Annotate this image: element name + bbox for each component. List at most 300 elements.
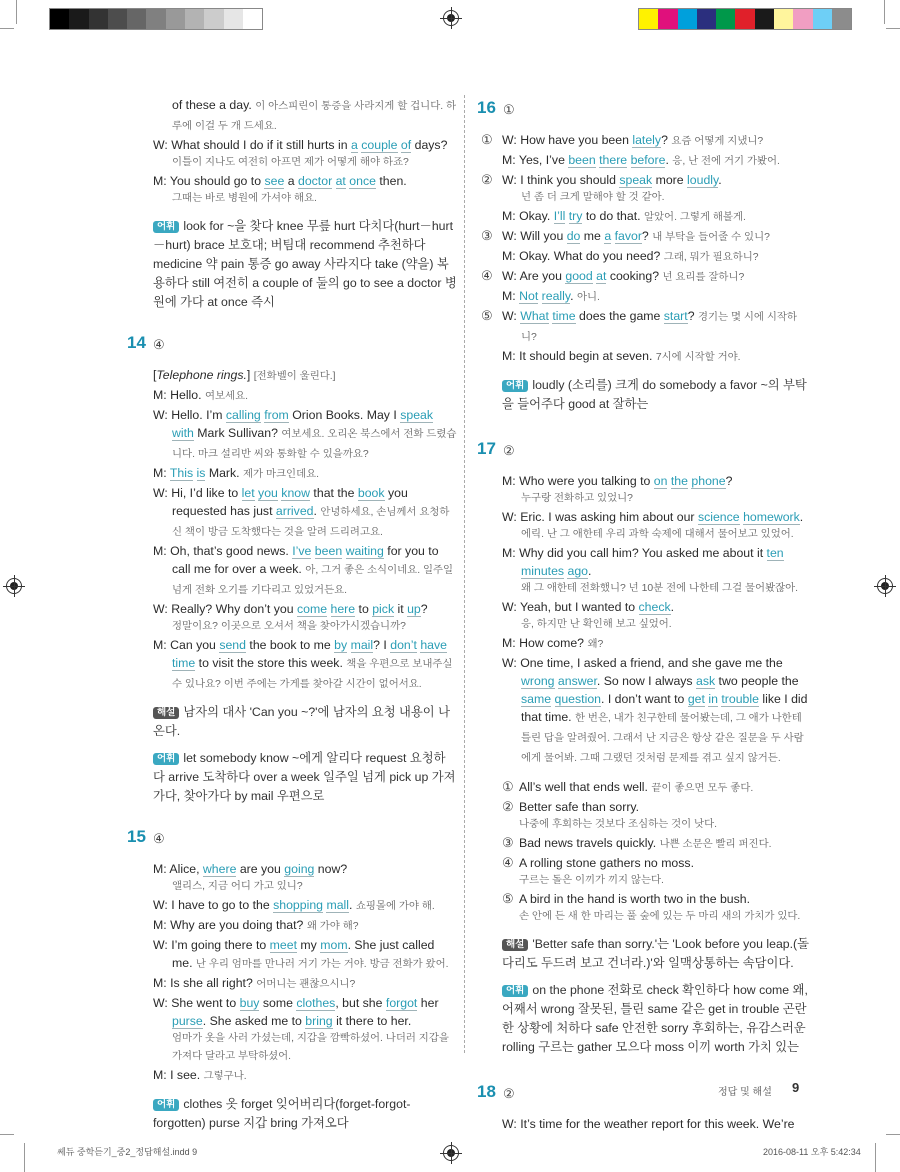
speaker-label: M: xyxy=(502,289,516,303)
key-expression: bring xyxy=(305,1014,333,1028)
speaker-label: M: xyxy=(153,388,167,402)
speaker-label: W: xyxy=(502,309,517,323)
korean-translation: 넌 좀 더 크게 말해야 할 것 같아. xyxy=(521,192,665,203)
crop-mark xyxy=(16,0,17,24)
registration-mark-icon xyxy=(6,578,22,594)
key-expression: book xyxy=(357,486,385,500)
key-expression-word: there xyxy=(599,153,628,167)
section-header xyxy=(127,334,457,358)
vocabulary-badge: 어휘 xyxy=(502,380,528,392)
footer-section-title: 정답 및 해설 xyxy=(718,1087,772,1098)
key-expression: send xyxy=(219,638,246,652)
crop-mark xyxy=(875,1143,876,1172)
key-expression-word: minutes xyxy=(521,564,565,578)
option-item xyxy=(502,854,812,890)
korean-translation: 나중에 후회하는 것보다 조심하는 것이 낫다. xyxy=(519,819,717,830)
key-expression-word: This xyxy=(169,466,194,480)
key-expression: see xyxy=(264,174,285,188)
dialogue-line xyxy=(153,172,457,208)
answer-section xyxy=(127,96,457,312)
dialogue-line xyxy=(153,1066,457,1086)
speaker-label: M: xyxy=(153,544,167,558)
key-expression-word: question xyxy=(554,692,601,706)
option-item xyxy=(502,798,812,834)
key-expression-word: at xyxy=(596,269,607,283)
korean-translation: 아, 그거 좋은 소식이네요. 일주일 넘게 전화 오기를 기다리고 있었거든요. xyxy=(172,565,454,596)
dialogue-text: A bird in the hand is worth two in the bush. xyxy=(519,892,751,906)
key-expression-word: speak xyxy=(400,408,434,422)
dialogue-line xyxy=(502,347,812,367)
dialogue-text: . xyxy=(313,504,317,518)
section-body xyxy=(153,860,457,1133)
dialogue-text: I see. xyxy=(170,1068,201,1082)
dialogue-text: two people the xyxy=(715,674,799,688)
korean-translation: 왜 그 애한테 전화했니? 넌 10분 전에 나한테 그걸 물어봤잖아. xyxy=(521,583,799,594)
dialogue-line xyxy=(481,227,812,247)
key-expression: where xyxy=(202,862,237,876)
vocabulary-note xyxy=(153,749,457,806)
speaker-label: W: xyxy=(153,898,168,912)
speaker-label: M: xyxy=(502,209,516,223)
choice-number: ③ xyxy=(481,228,493,243)
dialogue-text: Orion Books. May I xyxy=(288,408,401,422)
korean-translation: 한 번은, 내가 친구한테 물어봤는데, 그 애가 나한테 틀린 답을 알려줬어. 그래서 난 지금은 항상 같은 질문을 두 사람에게 물어봐. 그때 그랬던 것처럼 문제를 겪고 싶지 않거든. xyxy=(521,713,804,764)
key-expression: start xyxy=(663,309,688,323)
dialogue-line xyxy=(502,1115,812,1133)
speaker-label: M: xyxy=(502,153,516,167)
dialogue-text: Better safe than sorry. xyxy=(519,800,640,814)
dialogue-line xyxy=(481,307,812,347)
explanation-text: 'Better safe than sorry.'는 'Look before you leap.(돌다리도 두드려 보고 건너라.)'와 일맥상통하는 속담이다. xyxy=(502,937,810,970)
key-expression-word: doctor xyxy=(297,174,333,188)
dialogue-line xyxy=(481,171,812,207)
key-expression-word: a xyxy=(604,229,612,243)
dialogue xyxy=(502,1115,812,1133)
dialogue-text: ? xyxy=(661,133,668,147)
choice-number: ④ xyxy=(481,268,493,283)
dialogue-text: Yeah, but I wanted to xyxy=(520,600,639,614)
dialogue-text: Hi, I’d like to xyxy=(171,486,242,500)
key-expression-word: time xyxy=(552,309,576,323)
dialogue-line xyxy=(153,96,457,136)
key-expression: mom xyxy=(320,938,348,952)
option-item xyxy=(502,890,812,926)
dialogue-text: does the game xyxy=(575,309,664,323)
key-expression-word: ago xyxy=(567,564,589,578)
key-expression-word: have xyxy=(420,638,447,652)
speaker-label: M: xyxy=(153,1068,167,1082)
key-expression-word: at xyxy=(335,174,346,188)
key-expression-word: here xyxy=(330,602,356,616)
vocabulary-text: loudly (소리를) 크게 do somebody a favor ~의 부탁을 들어주다 good at 잘하는 xyxy=(502,378,807,411)
key-expression-word: by xyxy=(334,638,348,652)
dialogue-text: you requested has just xyxy=(172,486,408,518)
key-expression-word: wrong xyxy=(521,674,555,688)
dialogue-line xyxy=(153,366,457,386)
korean-translation: 쇼핑몰에 가야 해. xyxy=(355,901,435,912)
key-expression xyxy=(521,692,601,707)
dialogue-text: are you xyxy=(236,862,285,876)
key-expression-word: mail xyxy=(350,638,374,652)
key-expression-word: ten xyxy=(766,546,784,560)
key-expression-word: good xyxy=(565,269,593,283)
key-expression-word: the xyxy=(670,474,688,488)
dialogue-text: What should I do if it still hurts in xyxy=(171,138,351,152)
key-expression: speak xyxy=(619,173,653,187)
speaker-label: M: xyxy=(153,174,167,188)
key-expression xyxy=(568,153,665,168)
korean-translation: 요즘 어떻게 지냈니? xyxy=(671,136,764,147)
vocabulary-badge: 어휘 xyxy=(153,1099,179,1111)
dialogue-text: Why are you doing that? xyxy=(170,918,304,932)
dialogue-line xyxy=(153,386,457,406)
dialogue-line xyxy=(481,267,812,287)
key-expression: going xyxy=(284,862,315,876)
korean-translation: 넌 요리를 잘하니? xyxy=(662,272,745,283)
dialogue-line xyxy=(153,936,457,974)
speaker-label: M: xyxy=(502,349,516,363)
key-expression xyxy=(273,898,349,913)
key-expression: purse xyxy=(172,1014,203,1028)
korean-translation: [전화벨이 울린다.] xyxy=(253,371,336,382)
column-divider xyxy=(464,95,465,1053)
key-expression: meet xyxy=(269,938,298,952)
vocabulary-text: clothes 옷 forget 잊어버리다(forget-forgot-forgotten) purse 지갑 bring 가져오다 xyxy=(153,1097,411,1130)
dialogue-text: You should go to xyxy=(169,174,265,188)
notes xyxy=(153,217,457,312)
speaker-label: W: xyxy=(153,138,168,152)
speaker-label: W: xyxy=(153,602,168,616)
key-expression-word: answer xyxy=(557,674,597,688)
section-body xyxy=(502,472,812,1057)
slug-filename: 쎄듀 중학듣기_중2_정답해설.indd 9 xyxy=(57,1147,198,1157)
korean-translation: 그때는 바로 병원에 가셔야 해요. xyxy=(172,193,317,204)
question-number: 14 xyxy=(127,333,146,352)
key-expression xyxy=(554,209,583,224)
key-expression xyxy=(334,638,373,653)
dialogue-text: for you to call me for over a week. xyxy=(172,544,439,576)
speaker-label: M: xyxy=(502,546,516,560)
speaker-label: W: xyxy=(153,996,168,1010)
dialogue-line xyxy=(153,464,457,484)
dialogue-text: . I don’t want to xyxy=(601,692,688,706)
dialogue-text: I think you should xyxy=(520,173,620,187)
dialogue-text: Will you xyxy=(520,229,567,243)
dialogue-text: her xyxy=(417,996,439,1010)
korean-translation: 구르는 돌은 이끼가 끼지 않는다. xyxy=(519,875,664,886)
korean-translation: 이틀이 지나도 여전히 아프면 제가 어떻게 해야 하죠? xyxy=(172,157,409,168)
dialogue-text: Yes, I’ve xyxy=(518,153,569,167)
key-expression-word: homework xyxy=(743,510,800,524)
korean-translation: 이 아스피린이 통증을 사라지게 할 겁니다. 하루에 이걸 두 개 드세요. xyxy=(172,101,457,132)
dialogue-text: . xyxy=(665,153,669,167)
dialogue-line xyxy=(502,544,812,598)
answer-choice: ① xyxy=(503,102,515,117)
korean-translation: 엄마가 옷을 사러 가셨는데, 지갑을 깜빡하셨어. 나더러 지갑을 가져다 달라고 부탁하셨어. xyxy=(172,1033,449,1062)
question-number: 16 xyxy=(477,98,496,117)
dialogue-text: . xyxy=(670,600,675,614)
key-expression-word: on xyxy=(653,474,668,488)
explanation-badge: 해설 xyxy=(502,939,528,951)
dialogue xyxy=(153,96,457,208)
dialogue-line xyxy=(153,994,457,1066)
dialogue-line xyxy=(502,634,812,654)
answer-choice: ② xyxy=(503,1086,515,1101)
key-expression xyxy=(298,174,376,189)
slug-timestamp: 2016-08-11 오후 5:42:34 xyxy=(763,1147,861,1157)
question-number: 18 xyxy=(477,1082,496,1101)
answer-choice: ② xyxy=(503,443,515,458)
speaker-label: M: xyxy=(153,862,167,876)
choice-number: ⑤ xyxy=(502,891,514,906)
dialogue-text: to xyxy=(355,602,373,616)
key-expression xyxy=(351,138,411,153)
speaker-label: W: xyxy=(502,173,517,187)
key-expression: forgot xyxy=(385,996,418,1010)
dialogue-line xyxy=(502,654,812,768)
key-expression: do xyxy=(566,229,581,243)
dialogue-text: ? xyxy=(687,309,695,323)
key-expression-word: really xyxy=(541,289,571,303)
answer-section xyxy=(127,828,457,1133)
speaker-label: M: xyxy=(153,466,167,480)
key-expression: ask xyxy=(696,674,716,688)
dialogue-text: . xyxy=(718,173,722,187)
choice-number: ① xyxy=(481,132,493,147)
key-expression xyxy=(521,674,597,689)
dialogue-text: ? I xyxy=(373,638,391,652)
answer-choice: ④ xyxy=(153,831,165,846)
key-expression-word: try xyxy=(568,209,583,223)
dialogue-line xyxy=(502,508,812,544)
dialogue-text: days? xyxy=(411,138,448,152)
dialogue-line xyxy=(153,600,457,636)
key-expression xyxy=(688,692,759,707)
dialogue-text: like I did that time. xyxy=(521,692,808,724)
dialogue-text: Is she all right? xyxy=(170,976,253,990)
dialogue-text: a xyxy=(284,174,298,188)
key-expression-word: phone xyxy=(691,474,726,488)
dialogue-text: my xyxy=(297,938,321,952)
key-expression-word: with xyxy=(172,426,194,440)
dialogue-text: ] xyxy=(246,368,251,382)
color-swatch xyxy=(69,9,88,29)
dialogue-text: then. xyxy=(375,174,407,188)
key-expression xyxy=(297,602,355,617)
dialogue-text: . xyxy=(799,510,804,524)
color-swatch xyxy=(89,9,108,29)
korean-translation: 정말이요? 이곳으로 오셔서 책을 찾아가시겠습니까? xyxy=(172,621,406,632)
dialogue-text: . She just called me. xyxy=(172,938,435,970)
color-swatch xyxy=(832,9,851,29)
dialogue-text: Hello. xyxy=(170,388,202,402)
speaker-label: W: xyxy=(153,486,168,500)
question-number: 15 xyxy=(127,827,146,846)
choice-number: ⑤ xyxy=(481,308,493,323)
dialogue-text: some xyxy=(259,996,297,1010)
key-expression-word: from xyxy=(264,408,289,422)
key-expression-word: been xyxy=(568,153,596,167)
crop-mark xyxy=(24,1143,25,1172)
key-expression xyxy=(654,474,726,489)
key-expression: buy xyxy=(239,996,260,1010)
dialogue-text: more xyxy=(652,173,688,187)
speaker-label: W: xyxy=(502,269,517,283)
key-expression: check xyxy=(638,600,671,614)
key-expression-word: waiting xyxy=(345,544,384,558)
dialogue-text: . xyxy=(349,898,353,912)
speaker-label: M: xyxy=(153,918,167,932)
dialogue-text: Oh, that’s good news. xyxy=(170,544,293,558)
dialogue-text: cooking? xyxy=(606,269,660,283)
key-expression: lately xyxy=(632,133,662,147)
speaker-label: W: xyxy=(153,408,168,422)
dialogue-text: She went to xyxy=(171,996,240,1010)
key-expression-word: get xyxy=(687,692,705,706)
vocabulary-badge: 어휘 xyxy=(153,221,179,233)
korean-translation: 끝이 좋으면 모두 좋다. xyxy=(651,783,754,794)
section-header xyxy=(127,828,457,852)
dialogue-line xyxy=(153,542,457,600)
dialogue-line xyxy=(502,247,812,267)
dialogue xyxy=(153,860,457,1086)
key-expression-word: couple xyxy=(361,138,398,152)
speaker-label: W: xyxy=(153,938,168,952)
choice-number: ④ xyxy=(502,855,514,870)
key-expression-word: been xyxy=(314,544,343,558)
key-expression xyxy=(242,486,310,501)
speaker-label: W: xyxy=(502,510,517,524)
dialogue-text: Okay. What do you need? xyxy=(519,249,661,263)
registration-mark-icon xyxy=(877,578,893,594)
vocabulary-badge: 어휘 xyxy=(153,753,179,765)
dialogue-text: A rolling stone gathers no moss. xyxy=(519,856,694,870)
korean-translation: 난 우리 엄마를 만나러 거기 가는 거야. 방금 전화가 왔어. xyxy=(195,959,449,970)
notes xyxy=(153,703,457,806)
dialogue-line xyxy=(153,636,457,694)
vocabulary-note xyxy=(502,376,812,414)
key-expression-word: is xyxy=(196,466,206,480)
dialogue-text: it there to her. xyxy=(332,1014,412,1028)
dialogue-text: of these a day. xyxy=(172,98,252,112)
dialogue-text: that the xyxy=(310,486,358,500)
section-body xyxy=(153,366,457,806)
dialogue-text: It’s time for the weather report for this week. We’re xyxy=(520,1117,795,1131)
dialogue-text: . So now I always xyxy=(596,674,696,688)
page-number: 9 xyxy=(792,1080,800,1095)
answer-section xyxy=(477,99,812,414)
key-expression xyxy=(292,544,384,559)
dialogue-line xyxy=(153,974,457,994)
dialogue-line xyxy=(153,136,457,172)
section-body xyxy=(481,131,812,414)
question-number: 17 xyxy=(477,439,496,458)
key-expression xyxy=(519,289,570,304)
key-expression-word: I’ve xyxy=(292,544,312,558)
speaker-label: M: xyxy=(153,976,167,990)
choice-number: ③ xyxy=(502,835,514,850)
speaker-label: W: xyxy=(502,656,517,670)
section-header xyxy=(477,440,812,464)
key-expression-word: once xyxy=(349,174,376,188)
color-swatch xyxy=(50,9,69,29)
key-expression xyxy=(226,408,289,423)
dialogue-text: the book to me xyxy=(245,638,335,652)
dialogue-text: . xyxy=(588,564,592,578)
key-expression: loudly xyxy=(687,173,719,187)
dialogue-text: . She asked me to xyxy=(202,1014,306,1028)
notes xyxy=(153,1095,457,1133)
korean-translation: 아니. xyxy=(576,292,600,303)
dialogue-text: All’s well that ends well. xyxy=(519,780,648,794)
crop-mark xyxy=(0,28,14,29)
key-expression-word: favor xyxy=(614,229,642,243)
speaker-label: W: xyxy=(502,600,517,614)
dialogue-text: to visit the store this week. xyxy=(195,656,343,670)
key-expression xyxy=(604,229,642,244)
key-expression-word: trouble xyxy=(721,692,759,706)
choice-number: ② xyxy=(481,172,493,187)
option-item xyxy=(502,834,812,854)
dialogue-text: ? xyxy=(725,474,733,488)
dialogue-line xyxy=(502,151,812,171)
dialogue-text: Mark. xyxy=(205,466,240,480)
dialogue-text: Who were you talking to xyxy=(519,474,654,488)
right-column xyxy=(477,0,812,1133)
dialogue-text: It should begin at seven. xyxy=(519,349,653,363)
key-expression-word: same xyxy=(521,692,552,706)
korean-translation: 그렇구나. xyxy=(203,1071,247,1082)
dialogue-text: Why did you call him? You asked me about it xyxy=(519,546,767,560)
vocabulary-note xyxy=(502,981,812,1057)
key-expression-word: What xyxy=(520,309,549,323)
stage-direction: Telephone rings. xyxy=(156,368,247,382)
key-expression: pick xyxy=(372,602,395,616)
dialogue-line xyxy=(153,406,457,464)
key-expression xyxy=(170,466,206,481)
key-expression-word: in xyxy=(708,692,718,706)
dialogue-text: . xyxy=(570,289,574,303)
key-expression-word: before xyxy=(630,153,666,167)
korean-translation: 여보세요. 오리온 북스에서 전화 드렸습니다. 마크 설리반 씨와 통화할 수 있을까요? xyxy=(172,429,457,460)
korean-translation: 왜 가야 해? xyxy=(306,921,359,932)
korean-translation: 누구랑 전화하고 있었니? xyxy=(521,493,633,504)
korean-translation: 7시에 시작할 거야. xyxy=(655,352,741,363)
crop-mark xyxy=(886,28,900,29)
korean-translation: 앨리스, 지금 어디 가고 있니? xyxy=(172,881,303,892)
answer-section xyxy=(127,334,457,806)
speaker-label: W: xyxy=(502,229,517,243)
vocabulary-note xyxy=(153,1095,457,1133)
explanation-badge: 해설 xyxy=(153,707,179,719)
korean-translation: 알았어. 그렇게 해볼게. xyxy=(643,212,746,223)
dialogue-text: , but she xyxy=(335,996,386,1010)
answer-section xyxy=(477,440,812,1057)
key-expression-word: of xyxy=(400,138,412,152)
korean-translation: 에릭. 난 그 애한테 우리 과학 숙제에 대해서 물어보고 있었어. xyxy=(521,529,794,540)
korean-translation: 나쁜 소문은 빨리 퍼진다. xyxy=(659,839,772,850)
key-expression-word: don’t xyxy=(390,638,417,652)
dialogue-line xyxy=(153,896,457,916)
key-expression-word: I’ll xyxy=(553,209,566,223)
dialogue-text: Really? Why don’t you xyxy=(171,602,297,616)
key-expression-word: know xyxy=(281,486,311,500)
korean-translation: 안녕하세요, 손님께서 요청하신 책이 방금 도착했다는 것을 알려 드리려고요. xyxy=(172,507,450,538)
speaker-label: M: xyxy=(153,638,167,652)
korean-translation: 내 부탁을 들어줄 수 있니? xyxy=(652,232,770,243)
key-expression-word: mall xyxy=(326,898,349,912)
dialogue-line xyxy=(153,860,457,896)
